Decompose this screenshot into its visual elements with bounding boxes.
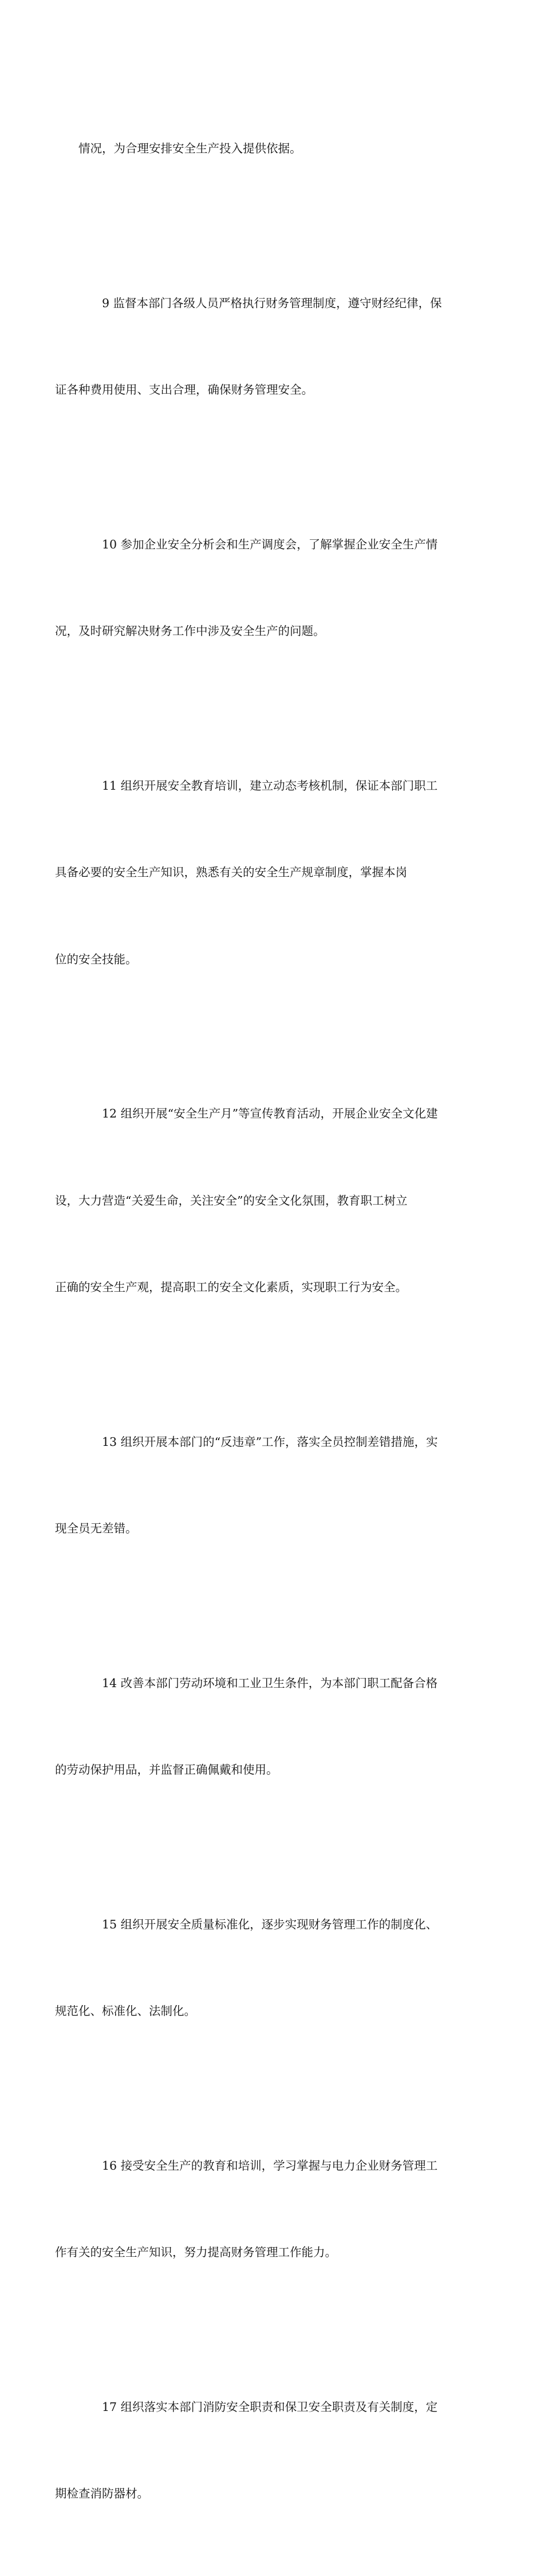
- paragraph-14: [55, 1611, 468, 1842]
- paragraph-16: [55, 2093, 468, 2325]
- paragraph-10: [55, 472, 468, 704]
- text-line: 作有关的安全生产知识，努力提高财务管理工作能力。: [55, 2245, 337, 2259]
- text-line: 正确的安全生产观，提高职工的安全文化素质，实现职工行为安全。: [55, 1280, 407, 1294]
- paragraph-11: [55, 713, 468, 1032]
- paragraph-12: [55, 1041, 468, 1360]
- text-line: 情况，为合理安排安全生产投入提供依据。: [78, 142, 302, 155]
- text-line: 证各种费用使用、支出合理，确保财务管理安全。: [55, 383, 313, 397]
- paragraph-9: [55, 231, 468, 462]
- paragraph-13: [55, 1370, 468, 1601]
- text-line: 期检查消防器材。: [55, 2487, 149, 2500]
- paragraph-8-continuation: [78, 76, 468, 221]
- text-line: 16 接受安全生产的教育和培训，学习掌握与电力企业财务管理工: [102, 2158, 438, 2173]
- text-line: 15 组织开展安全质量标准化，逐步实现财务管理工作的制度化、: [102, 1917, 438, 1931]
- text-line: 9 监督本部门各级人员严格执行财务管理制度，遵守财经纪律，保: [102, 296, 442, 310]
- text-line: 况，及时研究解决财务工作中涉及安全生产的问题。: [55, 624, 325, 638]
- text-line: 设，大力营造“关爱生命，关注安全”的安全文化氛围，教育职工树立: [55, 1193, 408, 1207]
- text-line: 14 改善本部门劳动环境和工业卫生条件，为本部门职工配备合格: [102, 1676, 438, 1690]
- text-line: 13 组织开展本部门的“反违章”工作，落实全员控制差错措施，实: [102, 1434, 438, 1449]
- text-line: 现全员无差错。: [55, 1522, 137, 1535]
- paragraph-17: [55, 2335, 468, 2566]
- text-line: 位的安全技能。: [55, 952, 137, 966]
- text-line: 17 组织落实本部门消防安全职责和保卫安全职责及有关制度，定: [102, 2399, 438, 2414]
- text-line: 规范化、标准化、法制化。: [55, 2004, 196, 2018]
- text-line: 11 组织开展安全教育培训，建立动态考核机制，保证本部门职工: [102, 778, 438, 793]
- paragraph-15: [55, 1852, 468, 2084]
- document-body: [55, 76, 468, 2576]
- text-line: 10 参加企业安全分析会和生产调度会，了解掌握企业安全生产情: [102, 537, 438, 551]
- text-line: 的劳动保护用品，并监督正确佩戴和使用。: [55, 1763, 278, 1777]
- text-line: 具备必要的安全生产知识，熟悉有关的安全生产规章制度，掌握本岗: [55, 865, 407, 879]
- text-line: 12 组织开展“安全生产月”等宣传教育活动，开展企业安全文化建: [102, 1107, 438, 1120]
